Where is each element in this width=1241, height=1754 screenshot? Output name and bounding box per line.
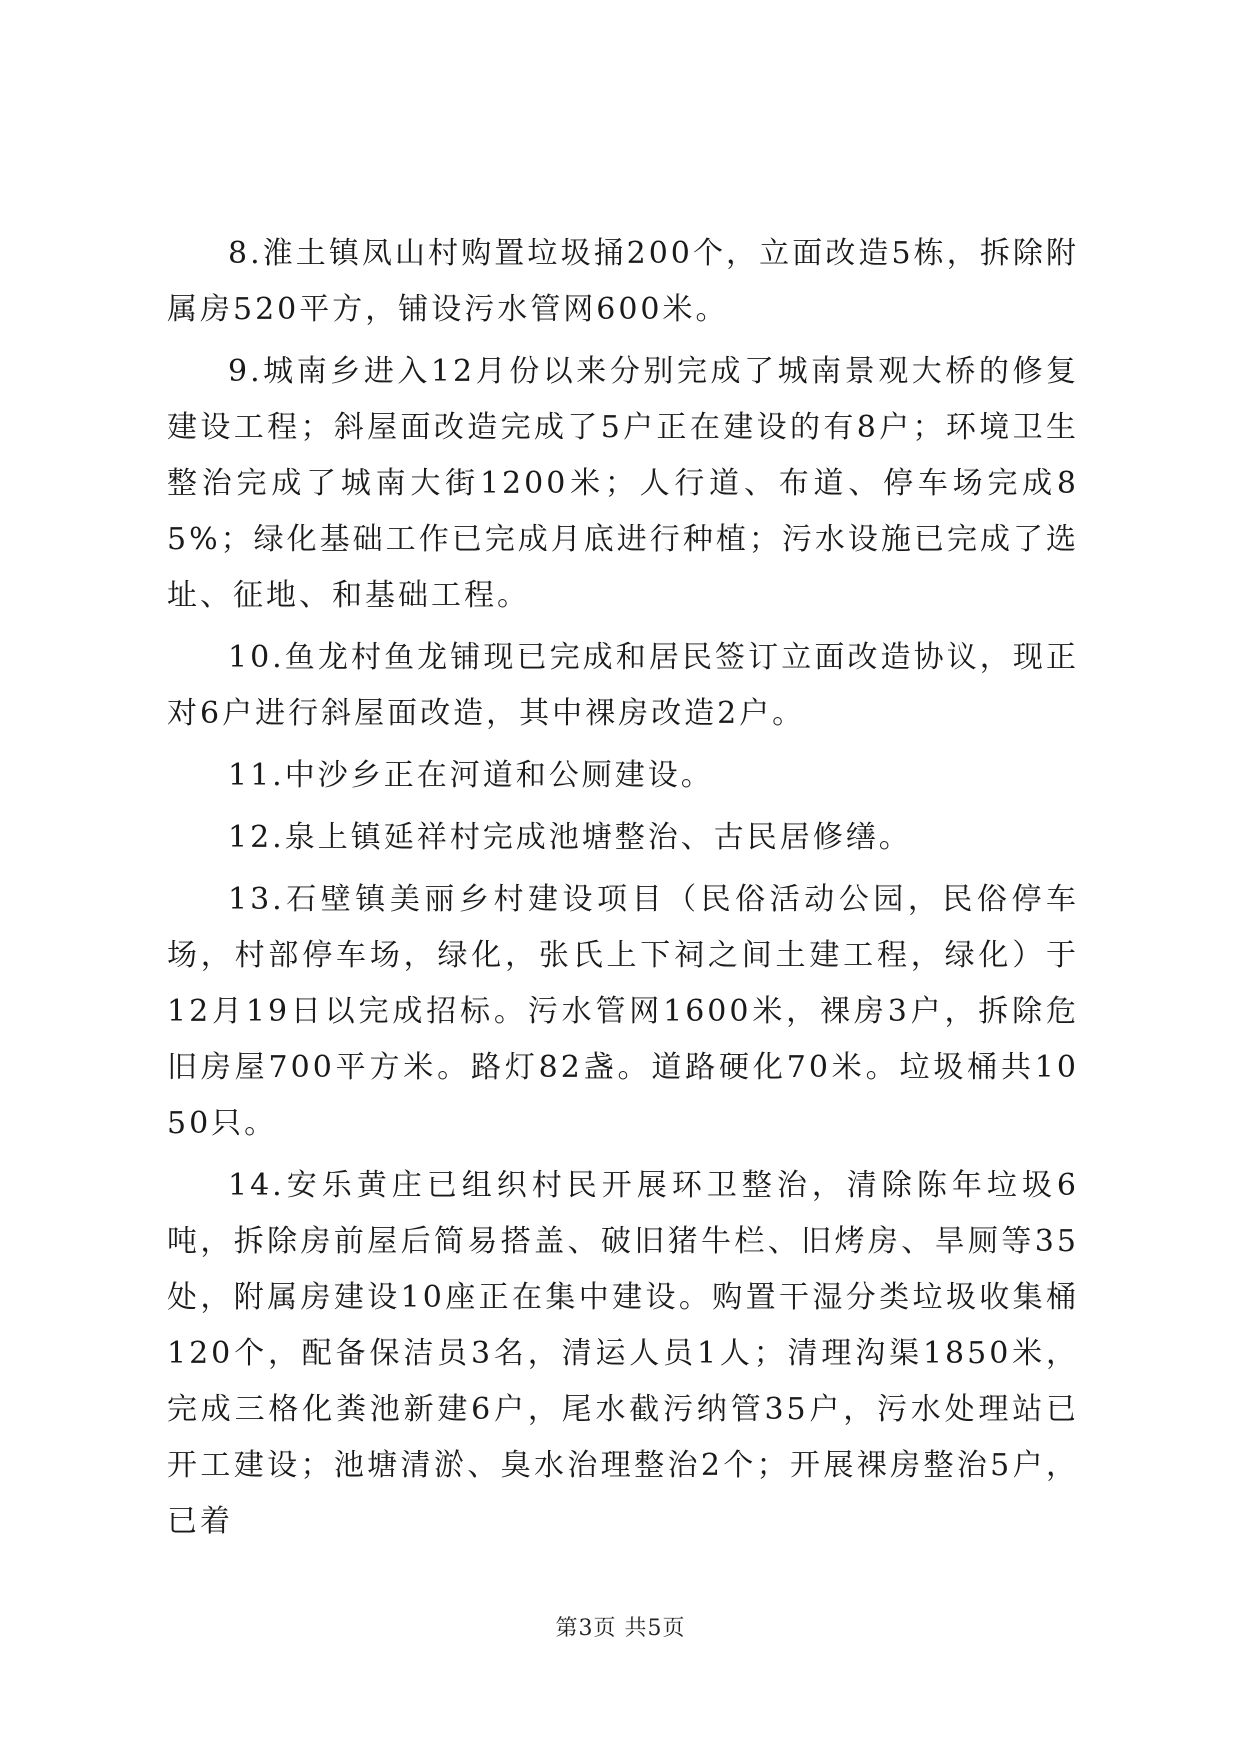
page-footer xyxy=(0,1614,1241,1644)
paragraph-item-11: 11.中沙乡正在河道和公厕建设。 xyxy=(228,758,714,793)
paragraph-item-13: 13.石壁镇美丽乡村建设项目（民俗活动公园，民俗停车场，村部停车场，绿化，张氏上下祠之间土建工程，绿化）于12月19日以完成招标。污水管网1600米，裸房3户，拆除危旧房屋700平方米。路灯82盏。道路硬化70米。垃圾桶共1050只。 xyxy=(167,882,1079,1141)
document-body xyxy=(167,226,1079,1550)
page-number-label: 第3页 共5页 xyxy=(555,1616,686,1641)
paragraph-item-8: 8.淮土镇凤山村购置垃圾捅200个，立面改造5栋，拆除附属房520平方，铺设污水管网600米。 xyxy=(167,236,1079,327)
paragraph-item-9: 9.城南乡进入12月份以来分别完成了城南景观大桥的修复建设工程；斜屋面改造完成了5户正在建设的有8户；环境卫生整治完成了城南大街1200米；人行道、布道、停车场完成85%；绿化基础工作已完成月底进行种植；污水设施已完成了选址、征地、和基础工程。 xyxy=(167,354,1079,613)
paragraph-item-10: 10.鱼龙村鱼龙铺现已完成和居民签订立面改造协议，现正对6户进行斜屋面改造，其中裸房改造2户。 xyxy=(167,640,1079,731)
paragraph-item-12: 12.泉上镇延祥村完成池塘整治、古民居修缮。 xyxy=(228,820,912,855)
paragraph-item-14: 14.安乐黄庄已组织村民开展环卫整治，清除陈年垃圾6吨，拆除房前屋后简易搭盖、破旧猪牛栏、旧烤房、旱厕等35处，附属房建设10座正在集中建设。购置干湿分类垃圾收集桶120个，配备保洁员3名，清运人员1人；清理沟渠1850米，完成三格化粪池新建6户，尾水截污纳管35户，污水处理站已开工建设；池塘清淤、臭水治理整治2个；开展裸房整治5户，已着 xyxy=(167,1168,1079,1539)
